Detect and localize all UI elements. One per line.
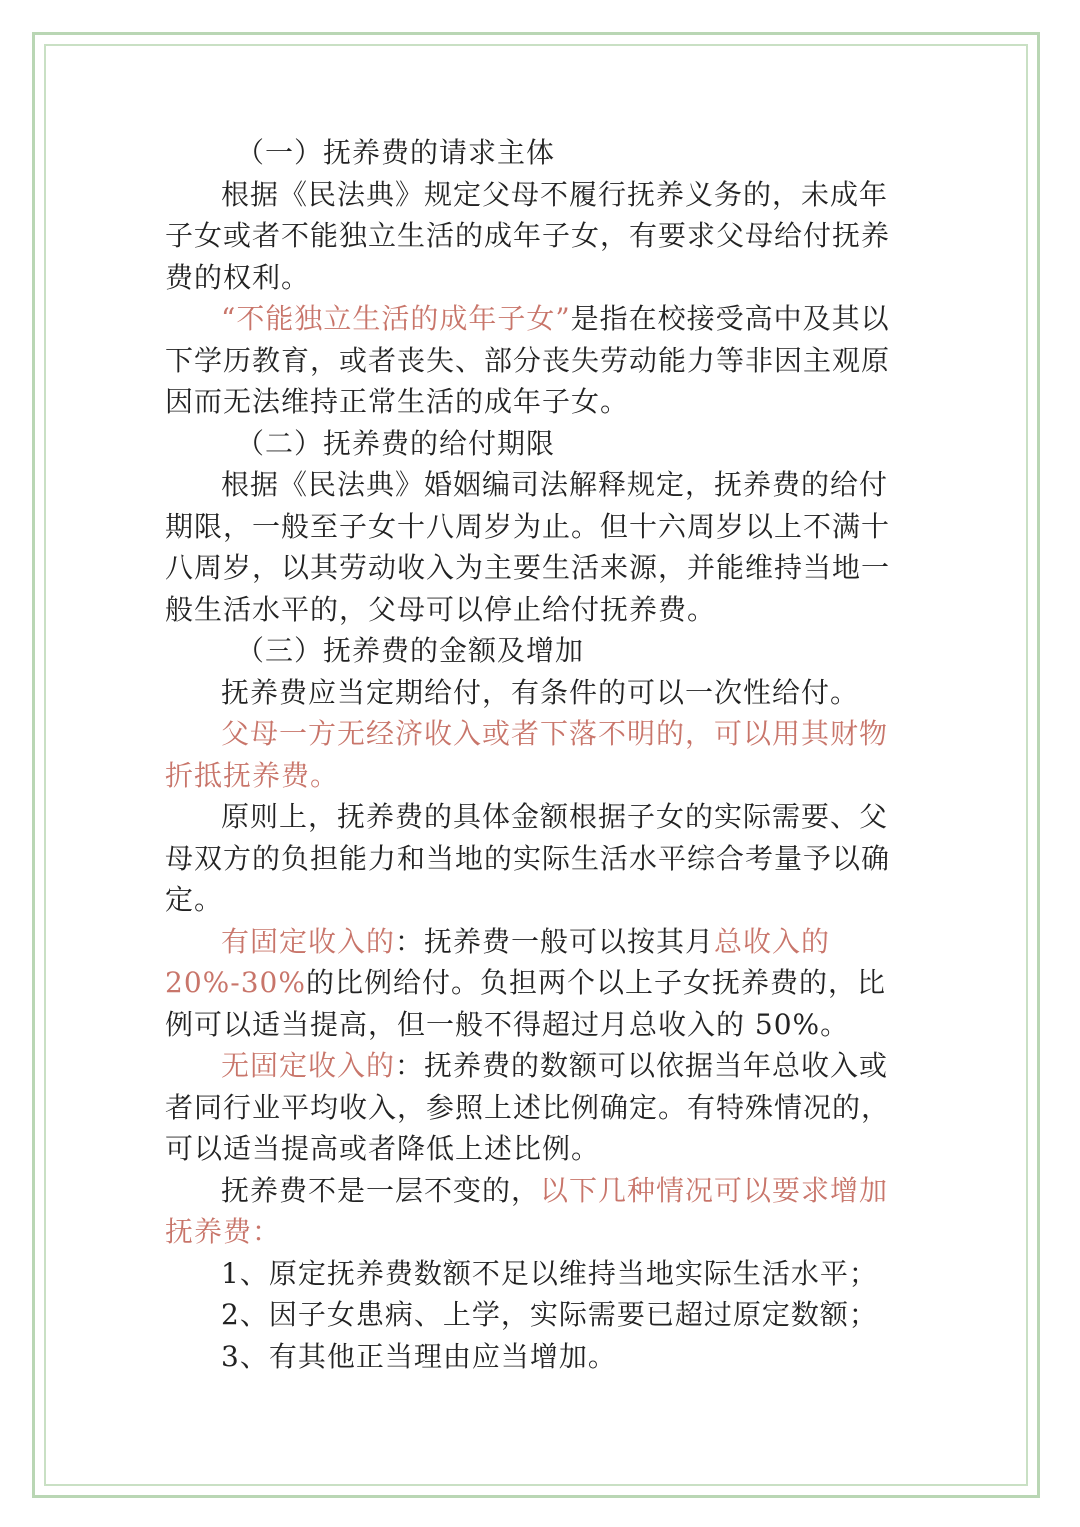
- section-3-paragraph-2: 父母一方无经济收入或者下落不明的，可以用其财物折抵抚养费。: [165, 717, 889, 792]
- body-text: 的比例给付。负担两个以上子女抚养费的，比例可以适当提高，但一般不得超过月总收入的 50%。: [165, 966, 886, 1041]
- body-text: ：抚养费一般可以按其月: [395, 924, 715, 958]
- body-text: ：抚养费的数额可以依据当年总收入或者同行业平均收入，参照上述比例确定。有特殊情况的，可以适当提高或者降低上述比例。: [165, 1049, 891, 1165]
- list-item: 1、原定抚养费数额不足以维持当地实际生活水平；: [221, 1256, 878, 1290]
- highlight-text: 有固定收入的: [221, 924, 396, 958]
- document-body: [165, 132, 895, 1377]
- body-text: 是指在校接受高中及其以下学历教育，或者丧失、部分丧失劳动能力等非因主观原因而无法维持正常生活的成年子女。: [165, 302, 891, 418]
- list-item: 2、因子女患病、上学，实际需要已超过原定数额；: [221, 1298, 878, 1331]
- section-3-paragraph-4: [165, 921, 895, 1046]
- section-1-paragraph-1: 根据《民法典》规定父母不履行抚养义务的，未成年子女或者不能独立生活的成年子女，有要求父母给付抚养费的权利。: [165, 177, 891, 294]
- highlight-text: 无固定收入的: [221, 1049, 396, 1082]
- list-item: 3、有其他正当理由应当增加。: [221, 1339, 617, 1373]
- section-3-paragraph-5: [165, 1045, 895, 1170]
- body-text: 抚养费不是一层不变的，: [221, 1173, 541, 1207]
- section-1-heading: （一）抚养费的请求主体: [236, 136, 556, 169]
- section-3-heading: （三）抚养费的金额及增加: [236, 634, 585, 667]
- highlight-text: 总收入的 20%-30%: [165, 924, 831, 999]
- section-1-paragraph-2: [165, 298, 895, 423]
- highlight-text: 以下几种情况可以要求增加抚养费：: [165, 1173, 889, 1248]
- section-3-paragraph-6: [165, 1170, 895, 1253]
- section-3-paragraph-3: 原则上，抚养费的具体金额根据子女的实际需要、父母双方的负担能力和当地的实际生活水平综合考量予以确定。: [165, 800, 891, 916]
- section-3-paragraph-1: 抚养费应当定期给付，有条件的可以一次性给付。: [221, 675, 860, 709]
- section-2-paragraph-1: 根据《民法典》婚姻编司法解释规定，抚养费的给付期限，一般至子女十八周岁为止。但十六周岁以上不满十八周岁，以其劳动收入为主要生活来源，并能维持当地一般生活水平的，父母可以停止给付抚养费。: [165, 468, 891, 626]
- highlight-text: “不能独立生活的成年子女”: [221, 302, 571, 335]
- section-2-heading: （二）抚养费的给付期限: [236, 426, 556, 460]
